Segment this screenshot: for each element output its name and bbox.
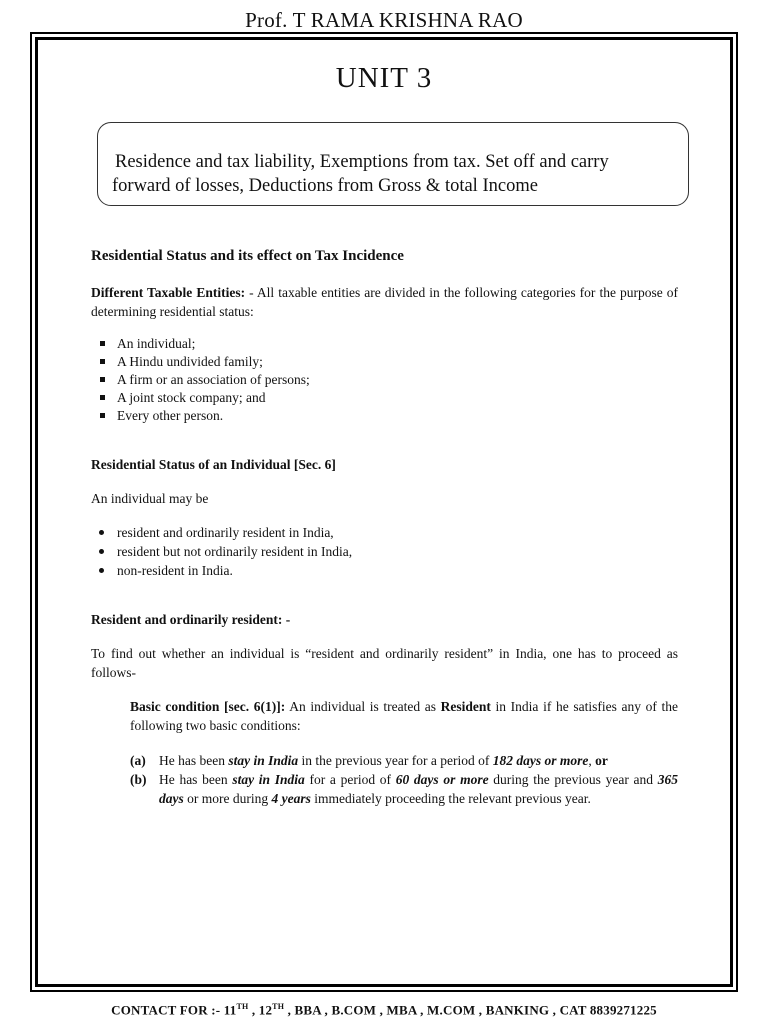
section-heading-resident-ordinarily: Resident and ordinarily resident: - bbox=[91, 612, 291, 627]
individual-intro: An individual may be bbox=[91, 491, 209, 506]
individual-status-list bbox=[91, 523, 678, 580]
square-bullet-icon bbox=[100, 359, 105, 364]
basic-conditions-list bbox=[130, 751, 678, 808]
condition-b: (b) He has been stay in India for a period of 60 days or more during the previous year and 365 days or more during 4 years immediately proceeding the relevant previous year. bbox=[130, 772, 679, 806]
contact-footer: CONTACT FOR :- 11TH , 12TH , BBA , B.COM , MBA , M.COM , BANKING , CAT 8839271225 bbox=[111, 1002, 657, 1018]
list-item: resident and ordinarily resident in India, bbox=[117, 523, 678, 542]
resident-intro-paragraph: To find out whether an individual is “resident and ordinarily resident” in India, one has to proceed as follows- bbox=[91, 646, 678, 680]
taxable-entities-label: Different Taxable Entities: bbox=[91, 285, 246, 300]
square-bullet-icon bbox=[100, 341, 105, 346]
topics-line-1: Residence and tax liability, Exemptions from tax. Set off and carry bbox=[115, 152, 609, 172]
taxable-entities-list bbox=[91, 335, 678, 425]
round-bullet-icon bbox=[99, 530, 104, 535]
list-item: A Hindu undivided family; bbox=[117, 353, 678, 371]
list-item: Every other person. bbox=[117, 407, 678, 425]
condition-a: (a) He has been stay in India in the previous year for a period of 182 days or more, or bbox=[130, 753, 608, 768]
resident-term: Resident bbox=[440, 699, 491, 714]
section-heading-residential-status: Residential Status and its effect on Tax Incidence bbox=[91, 248, 404, 264]
topics-line-2: forward of losses, Deductions from Gross & total Income bbox=[112, 176, 538, 196]
taxable-entities-text: - All taxable entities are divided in the following categories for the purpose of determining residential status: bbox=[91, 285, 678, 319]
author-name: Prof. T RAMA KRISHNA RAO bbox=[245, 8, 523, 32]
round-bullet-icon bbox=[99, 549, 104, 554]
basic-condition-paragraph: Basic condition [sec. 6(1)]: An individual is treated as Resident in India if he satisfies any of the following two basic conditions: bbox=[130, 699, 678, 733]
list-item: An individual; bbox=[117, 335, 678, 353]
square-bullet-icon bbox=[100, 413, 105, 418]
section-heading-individual-status: Residential Status of an Individual [Sec. 6] bbox=[91, 457, 336, 472]
square-bullet-icon bbox=[100, 395, 105, 400]
list-item: A joint stock company; and bbox=[117, 389, 678, 407]
round-bullet-icon bbox=[99, 568, 104, 573]
list-item: A firm or an association of persons; bbox=[117, 371, 678, 389]
square-bullet-icon bbox=[100, 377, 105, 382]
topics-box bbox=[97, 122, 689, 206]
unit-title: UNIT 3 bbox=[335, 62, 433, 94]
list-item: non-resident in India. bbox=[117, 561, 678, 580]
taxable-entities-paragraph bbox=[91, 283, 678, 321]
list-item: resident but not ordinarily resident in India, bbox=[117, 542, 678, 561]
basic-condition-label: Basic condition [sec. 6(1)]: bbox=[130, 699, 286, 714]
document-body bbox=[91, 246, 678, 808]
